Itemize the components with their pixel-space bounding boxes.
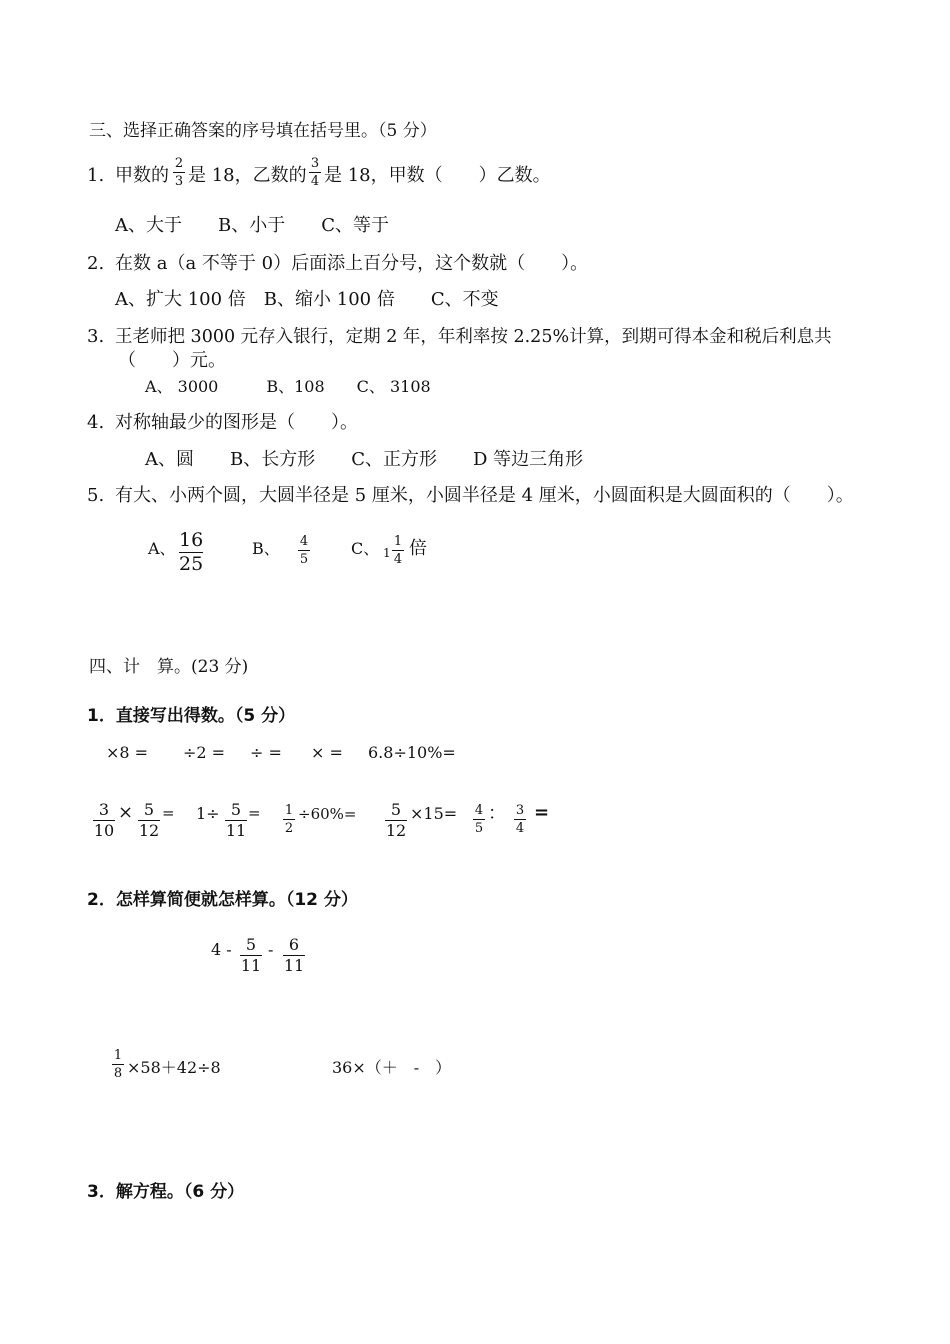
part2-e2-tail: ×58＋42÷8	[127, 1058, 221, 1077]
denominator: 12	[385, 821, 407, 840]
numerator: 3	[515, 803, 525, 818]
q1-text-part2: 是 18，乙数的	[188, 165, 307, 186]
q5-text: 有大、小两个圆，大圆半径是 5 厘米，小圆半径是 4 厘米，小圆面积是大圆面积的（ ）。	[115, 485, 854, 506]
denominator: 11	[225, 821, 247, 840]
part2-e1-fraction1	[240, 937, 262, 974]
q5-option-c-label: C、	[351, 539, 380, 558]
q5-option-b-fraction	[298, 535, 310, 566]
numerator: 5	[390, 800, 402, 819]
part1-row2-e4-tail: ×15=	[410, 804, 458, 823]
denominator: 11	[240, 956, 262, 975]
part1-row2-e1-operator: ×	[118, 802, 134, 823]
part1-row2-e1-tail: =	[162, 804, 175, 822]
q5-option-c-fraction	[392, 535, 404, 566]
part1-row2-e2-lead: 1÷	[196, 804, 220, 823]
denominator: 8	[113, 1066, 123, 1081]
part1-row2-e2-fraction	[225, 802, 247, 839]
q5-number: 5.	[87, 485, 105, 506]
q2-text: 在数 a（a 不等于 0）后面添上百分号，这个数就（ ）。	[115, 253, 589, 274]
part1-row2-e1-fraction1	[93, 802, 115, 839]
denominator: 5	[299, 552, 309, 567]
q5-option-c-suffix: 倍	[409, 538, 427, 559]
part2-e1-lead: 4 -	[211, 940, 232, 959]
denominator: 3	[174, 174, 184, 189]
part1-heading: 1．直接写出得数。（5 分）	[87, 706, 296, 726]
q1-text-part3: 是 18，甲数（ ）乙数。	[324, 165, 551, 186]
part2-e1-fraction2	[283, 937, 305, 974]
part2-e1-operator: -	[268, 940, 274, 959]
part1-row2-e1-fraction2	[138, 802, 160, 839]
part1-row2-e5-operator: ：	[488, 803, 506, 824]
numerator: 5	[230, 800, 242, 819]
part1-row1-expr2: ÷2 =	[183, 743, 226, 762]
q1-number: 1.	[87, 165, 105, 186]
part1-row2-e3-fraction	[283, 804, 295, 835]
part1-row2-e4-fraction	[385, 802, 407, 839]
part1-row1-expr1: ×8 =	[106, 743, 149, 762]
numerator: 3	[98, 800, 110, 819]
denominator: 4	[515, 821, 525, 836]
part1-row1-expr3: ÷ =	[250, 743, 282, 762]
q3-options: A、 3000 B、108 C、 3108	[145, 377, 431, 396]
part2-e3: 36×（＋ - ）	[332, 1058, 452, 1077]
denominator: 12	[138, 821, 160, 840]
q5-option-a-label: A、	[148, 539, 176, 558]
part2-e2-fraction	[112, 1049, 124, 1080]
numerator: 1	[113, 1048, 123, 1063]
numerator: 1	[284, 803, 294, 818]
part1-row2-e2-tail: =	[248, 804, 261, 822]
part1-row2-e3-tail: ÷60%=	[298, 805, 357, 823]
numerator: 4	[474, 803, 484, 818]
q4-number: 4.	[87, 412, 105, 433]
section4-heading: 四、计 算。(23 分)	[89, 657, 249, 677]
denominator: 4	[393, 552, 403, 567]
denominator: 10	[93, 821, 115, 840]
numerator: 3	[310, 156, 320, 171]
part1-row1-expr4: × =	[311, 743, 343, 762]
part1-row2-e5-fraction1	[473, 804, 485, 835]
numerator: 6	[288, 935, 300, 954]
q5-option-c-whole: 1	[383, 546, 391, 560]
part1-row2-e5-fraction2	[514, 804, 526, 835]
numerator: 2	[174, 156, 184, 171]
denominator: 11	[283, 956, 305, 975]
q4-text: 对称轴最少的图形是（ ）。	[115, 412, 358, 433]
q3-number: 3.	[87, 326, 105, 347]
q3-text: 王老师把 3000 元存入银行，定期 2 年，年利率按 2.25%计算，到期可得本金和税后利息共	[115, 327, 832, 347]
part3-heading: 3．解方程。（6 分）	[87, 1182, 245, 1202]
q4-options: A、圆 B、长方形 C、正方形 D 等边三角形	[145, 449, 584, 470]
q3-text-continuation: （ ）元。	[118, 350, 226, 371]
numerator: 1	[393, 534, 403, 549]
q5-option-a-fraction	[179, 531, 203, 574]
q2-number: 2.	[87, 253, 105, 274]
q1-fraction-1	[173, 157, 185, 188]
part1-row2-e5-tail: =	[534, 802, 550, 823]
numerator: 5	[143, 800, 155, 819]
denominator: 25	[179, 553, 204, 575]
section3-heading: 三、选择正确答案的序号填在括号里。（5 分）	[89, 121, 437, 141]
q1-fraction-2	[309, 157, 321, 188]
denominator: 5	[474, 821, 484, 836]
numerator: 5	[245, 935, 257, 954]
q1-text-part1: 甲数的	[115, 165, 169, 186]
q5-option-b-label: B、	[252, 539, 280, 558]
numerator: 4	[299, 534, 309, 549]
part2-heading: 2．怎样算简便就怎样算。（12 分）	[87, 890, 358, 910]
q1-options: A、大于 B、小于 C、等于	[115, 215, 389, 236]
numerator: 16	[179, 529, 204, 551]
part1-row1-expr5: 6.8÷10%=	[368, 743, 456, 762]
q2-options: A、扩大 100 倍 B、缩小 100 倍 C、不变	[115, 289, 499, 310]
denominator: 4	[310, 174, 320, 189]
denominator: 2	[284, 821, 294, 836]
